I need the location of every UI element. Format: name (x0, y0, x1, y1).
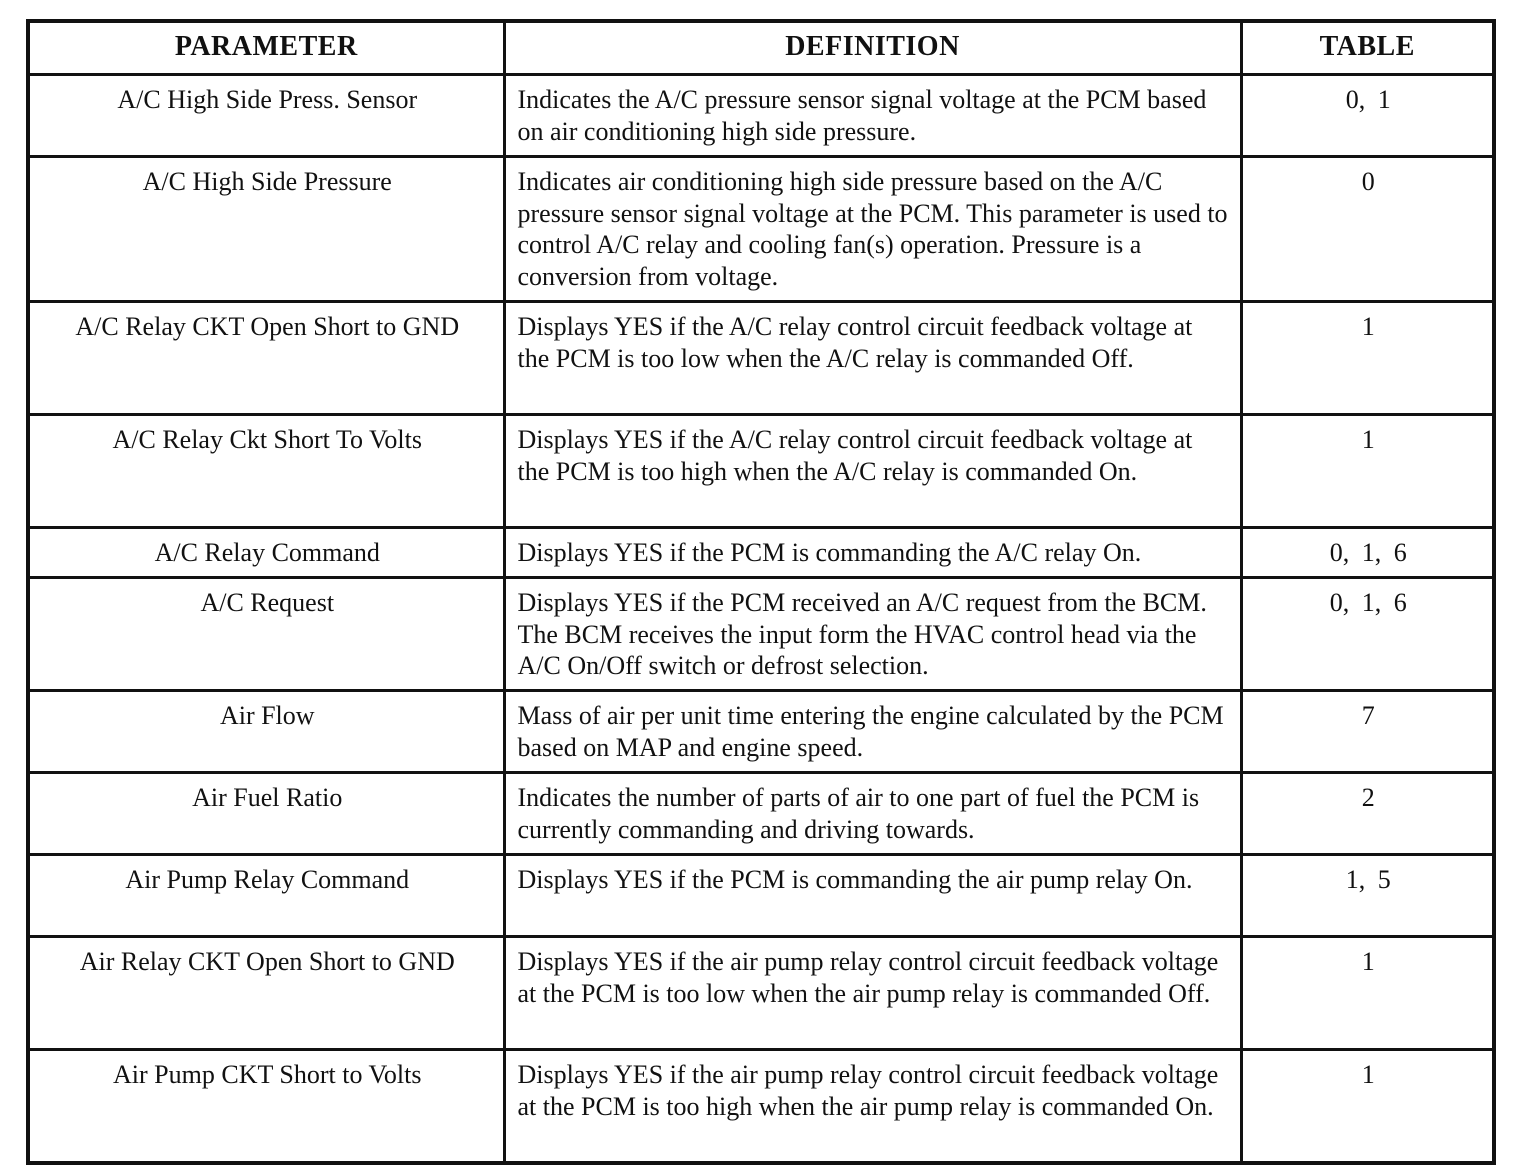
table-row (28, 415, 1494, 528)
table-ref-cell: 1, 5 (1241, 855, 1494, 937)
parameter-cell: Air Flow (28, 691, 504, 773)
table-row (28, 855, 1494, 937)
header-definition: DEFINITION (504, 21, 1241, 75)
definition-cell: Displays YES if the A/C relay control circuit feedback voltage at the PCM is too high when the A/C relay is commanded On. (504, 415, 1241, 528)
table-row (28, 75, 1494, 157)
table-row (28, 528, 1494, 578)
definition-cell: Displays YES if the PCM received an A/C request from the BCM. The BCM receives the input form the HVAC control head via the A/C On/Off switch or defrost selection. (504, 578, 1241, 691)
table-row (28, 302, 1494, 415)
definition-cell: Indicates the A/C pressure sensor signal voltage at the PCM based on air conditioning high side pressure. (504, 75, 1241, 157)
parameter-document (26, 19, 1492, 1165)
parameter-table (26, 19, 1496, 1165)
table-ref-cell: 0 (1241, 157, 1494, 302)
table-ref-cell: 0, 1, 6 (1241, 528, 1494, 578)
definition-cell: Displays YES if the air pump relay control circuit feedback voltage at the PCM is too low when the air pump relay is commanded Off. (504, 937, 1241, 1050)
parameter-cell: Air Pump CKT Short to Volts (28, 1050, 504, 1164)
table-row (28, 773, 1494, 855)
definition-cell: Displays YES if the air pump relay control circuit feedback voltage at the PCM is too high when the air pump relay is commanded On. (504, 1050, 1241, 1164)
parameter-cell: A/C Relay Command (28, 528, 504, 578)
table-ref-cell: 1 (1241, 302, 1494, 415)
table-row (28, 691, 1494, 773)
header-row (28, 21, 1494, 75)
definition-cell: Mass of air per unit time entering the engine calculated by the PCM based on MAP and engine speed. (504, 691, 1241, 773)
parameter-cell: A/C High Side Press. Sensor (28, 75, 504, 157)
table-ref-cell: 1 (1241, 1050, 1494, 1164)
definition-cell: Indicates the number of parts of air to one part of fuel the PCM is currently commanding and driving towards. (504, 773, 1241, 855)
table-ref-cell: 1 (1241, 937, 1494, 1050)
table-ref-cell: 1 (1241, 415, 1494, 528)
definition-cell: Indicates air conditioning high side pressure based on the A/C pressure sensor signal voltage at the PCM. This parameter is used to control A/C relay and cooling fan(s) operation. Pressure is a conversion from voltage. (504, 157, 1241, 302)
header-parameter: PARAMETER (28, 21, 504, 75)
table-row (28, 578, 1494, 691)
table-row (28, 157, 1494, 302)
parameter-cell: Air Pump Relay Command (28, 855, 504, 937)
table-ref-cell: 0, 1 (1241, 75, 1494, 157)
header-table: TABLE (1241, 21, 1494, 75)
parameter-cell: A/C Request (28, 578, 504, 691)
parameter-cell: Air Relay CKT Open Short to GND (28, 937, 504, 1050)
table-ref-cell: 7 (1241, 691, 1494, 773)
parameter-cell: A/C Relay CKT Open Short to GND (28, 302, 504, 415)
table-ref-cell: 2 (1241, 773, 1494, 855)
definition-cell: Displays YES if the PCM is commanding the air pump relay On. (504, 855, 1241, 937)
definition-cell: Displays YES if the A/C relay control circuit feedback voltage at the PCM is too low when the A/C relay is commanded Off. (504, 302, 1241, 415)
table-row (28, 1050, 1494, 1164)
parameter-cell: Air Fuel Ratio (28, 773, 504, 855)
table-ref-cell: 0, 1, 6 (1241, 578, 1494, 691)
definition-cell: Displays YES if the PCM is commanding the A/C relay On. (504, 528, 1241, 578)
table-row (28, 937, 1494, 1050)
parameter-cell: A/C Relay Ckt Short To Volts (28, 415, 504, 528)
parameter-cell: A/C High Side Pressure (28, 157, 504, 302)
